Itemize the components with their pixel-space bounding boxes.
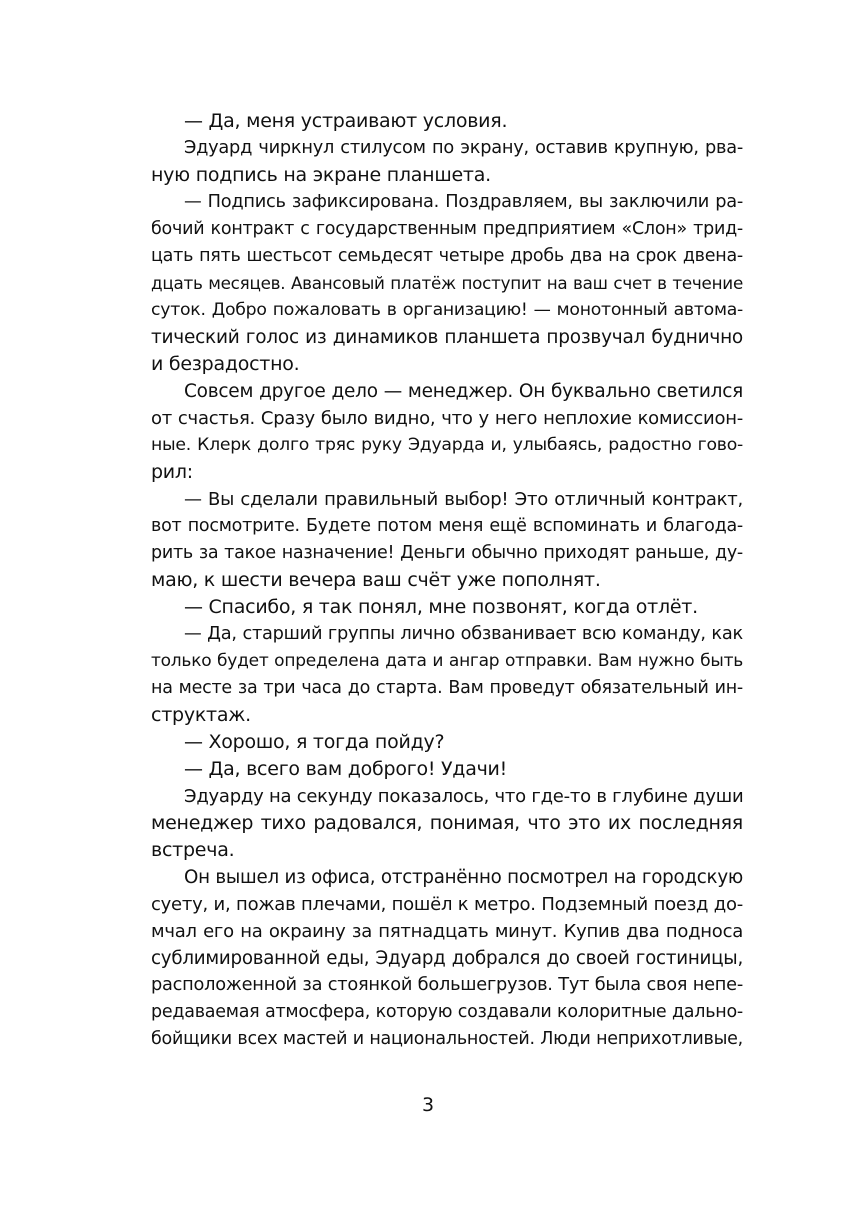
page-number: 3: [421, 1094, 435, 1116]
text-line: — Спасибо, я так понял, мне позвонят, когда отлёт.: [184, 596, 698, 618]
text-line: дцать месяцев. Авансовый платёж поступит на ваш счет в течение: [151, 273, 743, 293]
text-line: Эдуард чиркнул стилусом по экрану, оставив крупную, рва-: [184, 138, 743, 158]
body-text: [151, 108, 743, 1053]
text-line: Совсем другое дело — менеджер. Он буквально светился: [184, 381, 743, 402]
text-line: рил:: [151, 461, 193, 483]
text-line: расположенной за стоянкой большегрузов. Тут была своя непе-: [151, 975, 743, 995]
text-line: суток. Добро пожаловать в организацию! — монотонный автома-: [151, 300, 743, 320]
text-line: сублимированной еды, Эдуард добрался до своей гостиницы,: [151, 948, 743, 969]
text-line: суету, и, пожав плечами, пошёл к метро. Подземный поезд до-: [151, 894, 743, 915]
text-line: только будет определена дата и ангар отправки. Вам нужно быть: [151, 651, 743, 671]
text-line: — Хорошо, я тогда пойду?: [184, 731, 445, 753]
text-line: — Да, старший группы лично обзванивает всю команду, как: [184, 624, 743, 644]
text-line: — Вы сделали правильный выбор! Это отличный контракт,: [184, 489, 743, 510]
text-line: и безрадостно.: [151, 353, 300, 375]
text-line: вот посмотрите. Будете потом меня ещё вспоминать и благода-: [151, 516, 743, 536]
text-line: — Да, всего вам доброго! Удачи!: [184, 758, 508, 780]
text-line: мчал его на окраину за пятнадцать минут. Купив два подноса: [151, 921, 743, 942]
text-line: менеджер тихо радовался, понимая, что это их последняя: [151, 812, 743, 834]
text-line: Он вышел из офиса, отстранённо посмотрел на городскую: [184, 867, 743, 888]
text-line: бочий контракт с государственным предприятием «Слон» трид-: [151, 219, 743, 239]
text-line: бойщики всех мастей и национальностей. Люди неприхотливые,: [151, 1029, 743, 1049]
text-line: структаж.: [151, 704, 251, 726]
text-line: редаваемая атмосфера, которую создавали колоритные дально-: [151, 1002, 743, 1022]
text-line: ные. Клерк долго тряс руку Эдуарда и, улыбаясь, радостно гово-: [151, 435, 743, 455]
text-line: рить за такое назначение! Деньги обычно приходят раньше, ду-: [151, 543, 743, 563]
text-line: на месте за три часа до старта. Вам проведут обязательный ин-: [151, 678, 743, 698]
text-line: — Да, меня устраивают условия.: [184, 110, 508, 132]
text-line: цать пять шестьсот семьдесят четыре дробь два на срок двена-: [151, 246, 743, 266]
text-line: маю, к шести вечера ваш счёт уже пополнят.: [151, 569, 601, 591]
text-line: встреча.: [151, 839, 235, 861]
text-line: тический голос из динамиков планшета прозвучал буднично: [151, 327, 743, 348]
text-line: ную подпись на экране планшета.: [151, 164, 491, 186]
text-line: от счастья. Сразу было видно, что у него неплохие комиссион-: [151, 408, 743, 429]
text-line: — Подпись зафиксирована. Поздравляем, вы заключили ра-: [184, 192, 743, 212]
text-line: Эдуарду на секунду показалось, что где-то в глубине души: [184, 786, 744, 807]
